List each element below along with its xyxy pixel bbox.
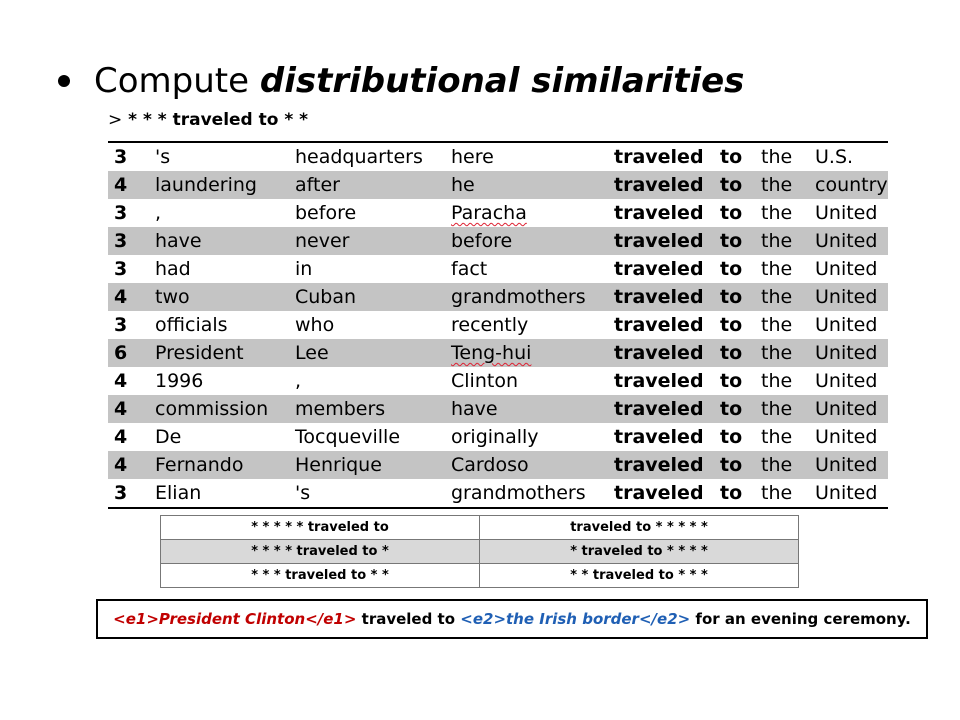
e1-open-tag: <e1> bbox=[113, 610, 159, 628]
cell-w7: United bbox=[809, 227, 888, 255]
query-pattern bbox=[108, 110, 308, 130]
cell-w1: , bbox=[155, 202, 162, 224]
cell-w5: to bbox=[714, 227, 755, 255]
cell-w1: President bbox=[149, 339, 289, 367]
table-row bbox=[108, 395, 888, 423]
table-row bbox=[108, 423, 888, 451]
pattern-cell-right: traveled to * * * * * bbox=[480, 516, 799, 540]
cell-w2: members bbox=[289, 395, 445, 423]
pattern-cell-left: * * * * traveled to * bbox=[161, 540, 480, 564]
spellcheck-word: Paracha bbox=[451, 202, 527, 224]
cell-w3: have bbox=[445, 395, 608, 423]
cell-w7: United bbox=[809, 451, 888, 479]
cell-w4: traveled bbox=[608, 479, 714, 508]
pattern-cell-left: * * * traveled to * * bbox=[161, 564, 480, 588]
pattern-row bbox=[161, 540, 799, 564]
cell-w7: U.S. bbox=[809, 142, 888, 171]
cell-w4: traveled bbox=[614, 426, 704, 448]
cell-w2: before bbox=[295, 202, 357, 224]
bullet-heading bbox=[58, 56, 744, 106]
e2-open-tag: <e2> bbox=[460, 610, 507, 628]
cell-w6: the bbox=[755, 227, 809, 255]
cell-w3 bbox=[445, 339, 608, 367]
cell-w1: had bbox=[155, 258, 191, 280]
pattern-cell-left: * * * * * traveled to bbox=[161, 516, 480, 540]
e1-close-tag: </e1> bbox=[305, 610, 357, 628]
cell-w5: to bbox=[714, 451, 755, 479]
cell-w2: who bbox=[295, 314, 335, 336]
cell-w6: the bbox=[761, 258, 793, 280]
cell-w1: two bbox=[149, 283, 289, 311]
cell-w5: to bbox=[714, 142, 755, 171]
cell-w6: the bbox=[755, 451, 809, 479]
cell-w1: Elian bbox=[149, 479, 289, 508]
cell-w7: United bbox=[809, 395, 888, 423]
bullet-dot-icon bbox=[58, 75, 70, 87]
table-row bbox=[108, 479, 888, 508]
cell-w5: to bbox=[720, 314, 743, 336]
cell-w6: the bbox=[755, 479, 809, 508]
pattern-table-body bbox=[161, 516, 799, 588]
cell-w2: never bbox=[289, 227, 445, 255]
cell-count: 3 bbox=[108, 479, 149, 508]
cell-w6: the bbox=[755, 395, 809, 423]
table-row bbox=[108, 283, 888, 311]
cell-w7: United bbox=[815, 258, 878, 280]
table-row bbox=[108, 451, 888, 479]
cell-w6: the bbox=[755, 283, 809, 311]
cell-w1: Fernando bbox=[149, 451, 289, 479]
cell-w4: traveled bbox=[608, 171, 714, 199]
cell-w4: traveled bbox=[608, 227, 714, 255]
cell-w4: traveled bbox=[614, 258, 704, 280]
cell-w7: United bbox=[815, 370, 878, 392]
cell-w7: United bbox=[809, 283, 888, 311]
pattern-text: * * * traveled to * * bbox=[128, 110, 309, 130]
cell-w2: Tocqueville bbox=[295, 426, 401, 448]
cell-w5: to bbox=[720, 426, 743, 448]
pattern-table bbox=[160, 515, 799, 588]
cell-w6: the bbox=[761, 314, 793, 336]
cell-count: 4 bbox=[114, 370, 128, 392]
cell-w7: United bbox=[809, 339, 888, 367]
cell-count: 3 bbox=[114, 258, 128, 280]
table-row bbox=[108, 171, 888, 199]
cell-count: 4 bbox=[108, 451, 149, 479]
cell-w3: here bbox=[445, 142, 608, 171]
cell-w3: fact bbox=[451, 258, 488, 280]
example-sentence bbox=[96, 599, 928, 639]
cell-w6: the bbox=[755, 142, 809, 171]
cell-w6: the bbox=[761, 370, 793, 392]
cell-count: 4 bbox=[114, 426, 128, 448]
cell-count: 4 bbox=[108, 395, 149, 423]
table-row bbox=[108, 227, 888, 255]
cell-w1: commission bbox=[149, 395, 289, 423]
cell-count: 3 bbox=[114, 202, 128, 224]
cell-w5: to bbox=[714, 283, 755, 311]
cell-w6: the bbox=[755, 339, 809, 367]
cell-w7: United bbox=[815, 314, 878, 336]
cell-w7: United bbox=[815, 426, 878, 448]
cell-w2: 's bbox=[289, 479, 445, 508]
pattern-row bbox=[161, 564, 799, 588]
cell-w3: originally bbox=[451, 426, 539, 448]
cell-w3: Clinton bbox=[451, 370, 518, 392]
cell-w4: traveled bbox=[614, 370, 704, 392]
cell-count: 3 bbox=[108, 227, 149, 255]
heading-emphasis: distributional similarities bbox=[259, 61, 745, 101]
cell-w1: 's bbox=[149, 142, 289, 171]
heading-plain: Compute bbox=[94, 61, 260, 101]
cell-count: 6 bbox=[108, 339, 149, 367]
cell-w1: officials bbox=[155, 314, 228, 336]
cell-w3: grandmothers bbox=[445, 283, 608, 311]
cell-w1: have bbox=[149, 227, 289, 255]
cell-w2: in bbox=[295, 258, 313, 280]
cell-w2: Cuban bbox=[289, 283, 445, 311]
cell-w5: to bbox=[720, 370, 743, 392]
cell-w3: recently bbox=[451, 314, 529, 336]
cell-count: 3 bbox=[108, 142, 149, 171]
cell-w4: traveled bbox=[614, 202, 704, 224]
pattern-cell-right: * * traveled to * * * bbox=[480, 564, 799, 588]
cell-w5: to bbox=[714, 479, 755, 508]
table-row bbox=[108, 311, 888, 339]
pattern-prefix: > bbox=[108, 110, 123, 130]
cell-w3: he bbox=[445, 171, 608, 199]
cell-w3 bbox=[445, 199, 608, 227]
cell-w3: Cardoso bbox=[445, 451, 608, 479]
cell-w2: headquarters bbox=[289, 142, 445, 171]
cell-w1: De bbox=[155, 426, 182, 448]
cell-w2: Henrique bbox=[289, 451, 445, 479]
cell-w6: the bbox=[761, 426, 793, 448]
ngram-table-body bbox=[108, 142, 888, 508]
pattern-cell-right: * traveled to * * * * bbox=[480, 540, 799, 564]
cell-w5: to bbox=[714, 171, 755, 199]
e2-entity: the Irish border bbox=[506, 610, 639, 628]
cell-w2: after bbox=[289, 171, 445, 199]
cell-w7: United bbox=[809, 479, 888, 508]
cell-w7: country bbox=[809, 171, 888, 199]
table-row bbox=[108, 199, 888, 227]
example-middle: traveled to bbox=[356, 610, 461, 628]
cell-w6: the bbox=[761, 202, 793, 224]
table-row bbox=[108, 142, 888, 171]
cell-count: 3 bbox=[114, 314, 128, 336]
slide-heading bbox=[94, 59, 744, 103]
cell-w1: laundering bbox=[149, 171, 289, 199]
cell-w2: Lee bbox=[289, 339, 445, 367]
cell-w5: to bbox=[714, 339, 755, 367]
cell-w4: traveled bbox=[608, 283, 714, 311]
cell-w4: traveled bbox=[608, 451, 714, 479]
spellcheck-word: Teng-hui bbox=[451, 342, 532, 364]
cell-w7: United bbox=[815, 202, 878, 224]
cell-count: 4 bbox=[108, 283, 149, 311]
cell-w5: to bbox=[720, 202, 743, 224]
cell-count: 4 bbox=[108, 171, 149, 199]
cell-w1: 1996 bbox=[155, 370, 204, 392]
cell-w4: traveled bbox=[608, 142, 714, 171]
cell-w3: before bbox=[445, 227, 608, 255]
cell-w4: traveled bbox=[608, 339, 714, 367]
e2-close-tag: </e2> bbox=[638, 610, 691, 628]
cell-w2: , bbox=[295, 370, 302, 392]
e1-entity: President Clinton bbox=[158, 610, 306, 628]
cell-w5: to bbox=[720, 258, 743, 280]
cell-w3: grandmothers bbox=[445, 479, 608, 508]
cell-w4: traveled bbox=[614, 314, 704, 336]
table-row bbox=[108, 255, 888, 283]
pattern-row bbox=[161, 516, 799, 540]
example-tail: for an evening ceremony. bbox=[690, 610, 911, 628]
cell-w6: the bbox=[755, 171, 809, 199]
cell-w5: to bbox=[714, 395, 755, 423]
ngram-table bbox=[108, 141, 888, 509]
table-row bbox=[108, 367, 888, 395]
cell-w4: traveled bbox=[608, 395, 714, 423]
table-row bbox=[108, 339, 888, 367]
